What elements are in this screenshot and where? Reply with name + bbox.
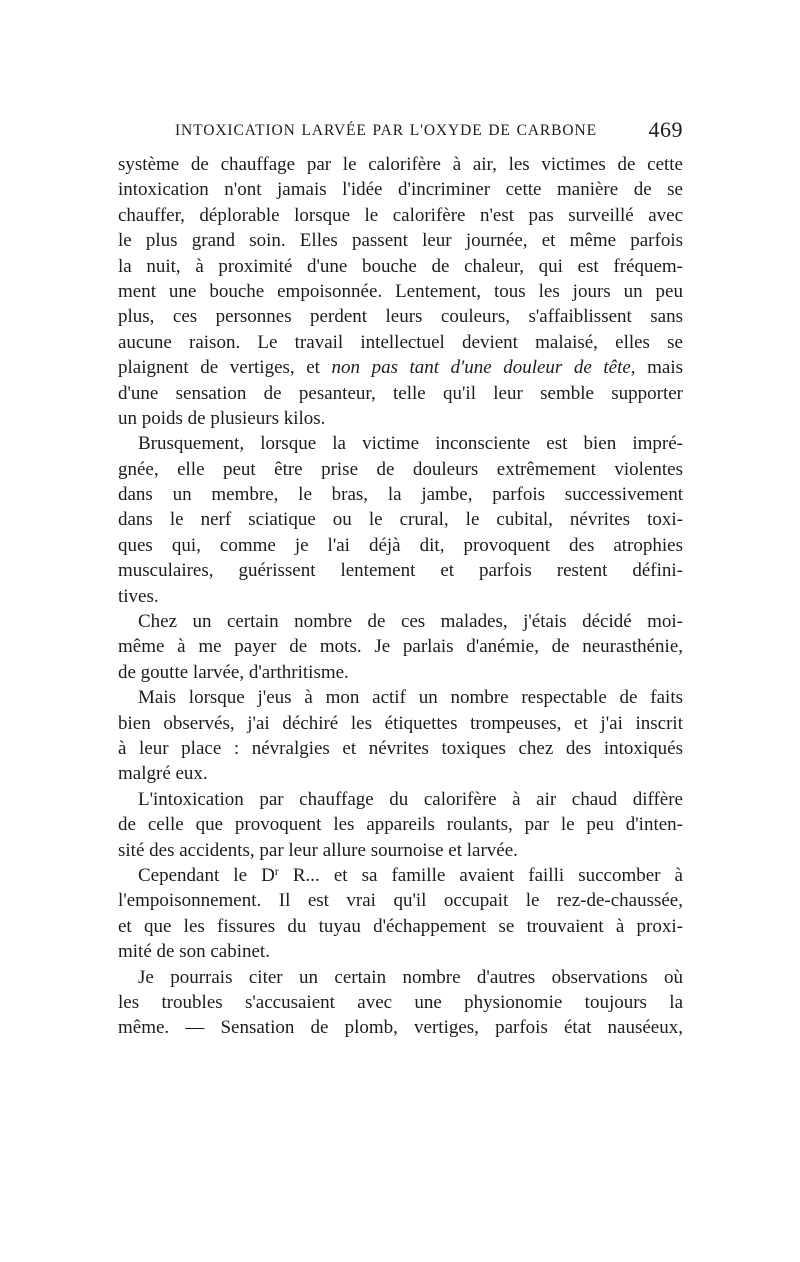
text-line: Mais lorsque j'eus à mon actif un nombre respectable de faits	[138, 687, 683, 709]
text-line: musculaires, guérissent lentement et parfois restent défini-	[118, 560, 683, 582]
text-line: Brusquement, lorsque la victime inconsciente est bien impré-	[138, 433, 683, 455]
text-run: , mais	[630, 357, 683, 379]
italic-run: non pas tant d'une douleur de tête	[331, 357, 631, 379]
text-line: bien observés, j'ai déchiré les étiquettes trompeuses, et j'ai inscrit	[118, 712, 683, 734]
text-line: un poids de plusieurs kilos.	[118, 407, 326, 429]
text-line: tives.	[118, 585, 159, 607]
text-line: gnée, elle peut être prise de douleurs extrêmement violentes	[118, 458, 683, 480]
body-text	[118, 152, 683, 1041]
text-line: Chez un certain nombre de ces malades, j'étais décidé moi-	[138, 611, 683, 633]
text-line: même à me payer de mots. Je parlais d'anémie, de neurasthénie,	[118, 636, 683, 658]
page-header	[118, 117, 683, 147]
text-line: intoxication n'ont jamais l'idée d'incriminer cette manière de se	[118, 179, 683, 201]
text-line: dans un membre, le bras, la jambe, parfois successivement	[118, 484, 683, 506]
text-run: plaignent de vertiges, et	[118, 357, 332, 379]
text-line: sité des accidents, par leur allure sournoise et larvée.	[118, 839, 518, 861]
text-line: de goutte larvée, d'arthritisme.	[118, 661, 349, 683]
text-line: malgré eux.	[118, 763, 208, 785]
text-line: plus, ces personnes perdent leurs couleurs, s'affaiblissent sans	[118, 306, 683, 328]
text-line: la nuit, à proximité d'une bouche de chaleur, qui est fréquem-	[118, 255, 683, 277]
text-line: chauffer, déplorable lorsque le calorifère n'est pas surveillé avec	[118, 204, 683, 226]
superscript: r	[274, 863, 279, 878]
text-run: R... et sa famille avaient failli succomber à	[278, 864, 683, 886]
text-line: ques qui, comme je l'ai déjà dit, provoquent des atrophies	[118, 534, 683, 556]
text-line: Je pourrais citer un certain nombre d'autres observations où	[138, 966, 683, 988]
text-line: mité de son cabinet.	[118, 941, 270, 963]
text-line: d'une sensation de pesanteur, telle qu'il leur semble supporter	[118, 382, 683, 404]
text-line: l'empoisonnement. Il est vrai qu'il occupait le rez-de-chaussée,	[118, 890, 683, 912]
running-head: INTOXICATION LARVÉE PAR L'OXYDE DE CARBONE	[175, 122, 597, 139]
page-number: 469	[648, 117, 683, 142]
text-line: et que les fissures du tuyau d'échappement se trouvaient à proxi-	[118, 915, 683, 937]
text-line: L'intoxication par chauffage du calorifère à air chaud diffère	[138, 788, 683, 810]
text-run: Cependant le D	[138, 864, 275, 886]
text-line: le plus grand soin. Elles passent leur journée, et même parfois	[118, 230, 683, 252]
text-line: les troubles s'accusaient avec une physionomie toujours la	[118, 991, 683, 1013]
text-line: système de chauffage par le calorifère à air, les victimes de cette	[118, 154, 683, 175]
text-line: même. — Sensation de plomb, vertiges, parfois état nauséeux,	[118, 1017, 683, 1039]
text-line: ment une bouche empoisonnée. Lentement, tous les jours un peu	[118, 280, 683, 302]
text-line: à leur place : névralgies et névrites toxiques chez des intoxiqués	[118, 737, 683, 759]
text-line: aucune raison. Le travail intellectuel devient malaisé, elles se	[118, 331, 683, 353]
text-line: dans le nerf sciatique ou le crural, le cubital, névrites toxi-	[118, 509, 683, 531]
text-line	[118, 863, 683, 888]
text-line: de celle que provoquent les appareils roulants, par le peu d'inten-	[118, 814, 683, 836]
text-line	[118, 355, 683, 380]
